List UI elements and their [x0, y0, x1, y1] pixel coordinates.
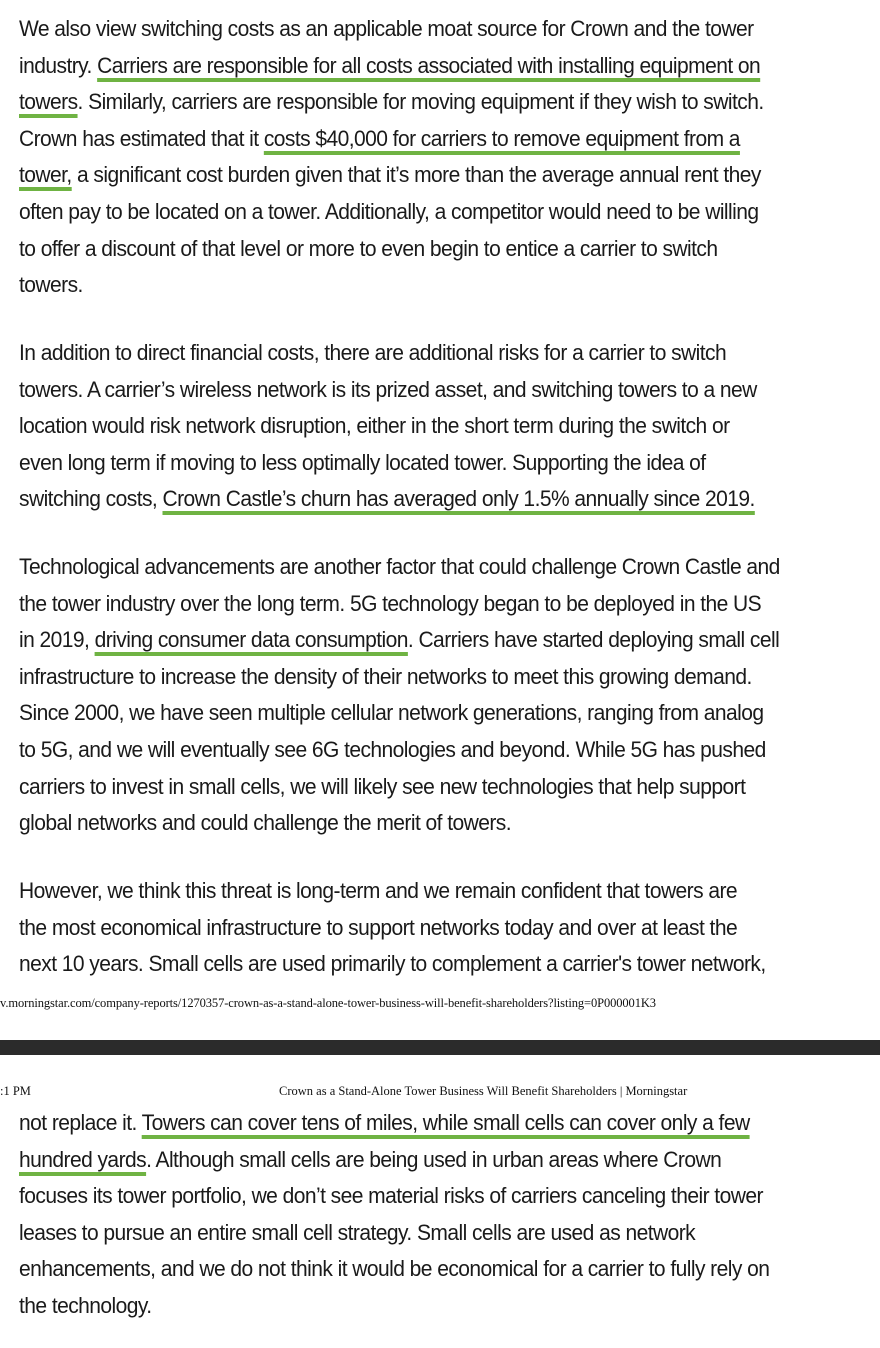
text-line [19, 48, 805, 85]
text-segment: location would risk network disruption, either in the short term during the switch or [19, 413, 730, 439]
text-segment: the tower industry over the long term. 5G technology began to be deployed in the US [19, 590, 762, 616]
text-segment: in 2019, [19, 627, 95, 653]
text-segment: a significant cost burden given that it’s more than the average annual rent they [71, 162, 761, 188]
text-line [19, 586, 805, 623]
text-line [19, 1142, 805, 1179]
text-segment: global networks and could challenge the merit of towers. [19, 810, 512, 836]
text-segment: even long term if moving to less optimally located tower. Supporting the idea of [19, 449, 706, 475]
highlighted-text: hundred yards [19, 1146, 147, 1172]
text-segment: . Similarly, carriers are responsible for moving equipment if they wish to switch. [77, 89, 764, 115]
text-line [19, 408, 805, 445]
report-page-bottom [0, 1055, 880, 1348]
page-break-separator [0, 1040, 880, 1055]
text-segment: . Carriers have started deploying small cell [407, 627, 780, 653]
page-header-time: :1 PM [0, 1084, 31, 1098]
highlighted-text: Crown Castle’s churn has averaged only 1.5% annually since 2019. [162, 486, 755, 512]
highlighted-text: costs $40,000 for carriers to remove equipment from a [263, 125, 740, 151]
text-line [19, 481, 805, 518]
text-line [19, 732, 805, 769]
text-segment: . Although small cells are being used in urban areas where Crown [146, 1146, 722, 1172]
text-segment: not replace it. [19, 1110, 142, 1135]
text-line [19, 873, 805, 910]
text-segment: We also view switching costs as an applicable moat source for Crown and the tower [19, 16, 754, 41]
text-line [19, 805, 805, 842]
page-header-title: Crown as a Stand-Alone Tower Business Will Benefit Shareholders | Morningstar [279, 1084, 688, 1098]
page-footer-url[interactable]: v.morningstar.com/company-reports/1270357-crown-as-a-stand-alone-tower-business-will-benefit-shareholders?listing=0P000001K3 [0, 996, 656, 1010]
text-segment: carriers to invest in small cells, we will likely see new technologies that help support [19, 773, 746, 799]
text-line [19, 549, 805, 586]
highlighted-text: towers [19, 89, 78, 115]
text-segment: the technology. [19, 1292, 152, 1318]
text-line [19, 157, 805, 194]
text-segment: Technological advancements are another factor that could challenge Crown Castle and [19, 554, 780, 579]
paragraph-technological-advancements [19, 549, 805, 842]
text-segment: next 10 years. Small cells are used primarily to complement a carrier's tower network, [19, 951, 766, 977]
text-line [19, 622, 805, 659]
highlighted-text: tower, [19, 162, 72, 188]
text-segment: leases to pursue an entire small cell strategy. Small cells are used as network [19, 1219, 696, 1245]
text-segment: to offer a discount of that level or more to even begin to entice a carrier to switch [19, 235, 718, 261]
text-segment: infrastructure to increase the density of their networks to meet this growing demand. [19, 663, 752, 689]
text-line [19, 695, 805, 732]
text-line [19, 231, 805, 268]
text-line [19, 910, 805, 947]
text-line [19, 769, 805, 806]
text-segment: to 5G, and we will eventually see 6G technologies and beyond. While 5G has pushed [19, 736, 766, 762]
paragraph-switching-costs [19, 11, 805, 304]
text-segment: industry. [19, 52, 98, 78]
highlighted-text: Carriers are responsible for all costs associated with installing equipment on [97, 52, 761, 78]
text-line [19, 1288, 805, 1325]
paragraph-long-term-threat [19, 873, 805, 983]
paragraph-additional-risks [19, 335, 805, 518]
text-line [19, 445, 805, 482]
text-line [19, 946, 805, 983]
text-segment: the most economical infrastructure to support networks today and over at least the [19, 914, 738, 940]
text-segment: towers. [19, 272, 83, 298]
text-segment: often pay to be located on a tower. Additionally, a competitor would need to be willing [19, 198, 759, 224]
text-segment: focuses its tower portfolio, we don’t see material risks of carriers canceling their tower [19, 1183, 763, 1209]
text-segment: Crown has estimated that it [19, 125, 264, 151]
highlighted-text: Towers can cover tens of miles, while small cells can cover only a few [141, 1110, 750, 1135]
text-line [19, 1215, 805, 1252]
paragraph-small-cells [19, 1105, 805, 1325]
text-line [19, 1251, 805, 1288]
text-line [19, 84, 805, 121]
highlighted-text: driving consumer data consumption [94, 627, 408, 653]
text-line [19, 194, 805, 231]
text-segment: enhancements, and we do not think it would be economical for a carrier to fully rely on [19, 1256, 770, 1282]
text-line [19, 372, 805, 409]
text-line [19, 659, 805, 696]
text-line [19, 335, 805, 372]
text-line [19, 1178, 805, 1215]
text-line [19, 121, 805, 158]
text-line [19, 11, 805, 48]
text-line [19, 1105, 805, 1142]
text-segment: However, we think this threat is long-term and we remain confident that towers are [19, 878, 738, 903]
text-segment: In addition to direct financial costs, there are additional risks for a carrier to switch [19, 340, 727, 365]
text-line [19, 267, 805, 304]
text-segment: Since 2000, we have seen multiple cellular network generations, ranging from analog [19, 700, 764, 726]
text-segment: towers. A carrier’s wireless network is its prized asset, and switching towers to a new [19, 376, 757, 402]
text-segment: switching costs, [19, 486, 163, 512]
